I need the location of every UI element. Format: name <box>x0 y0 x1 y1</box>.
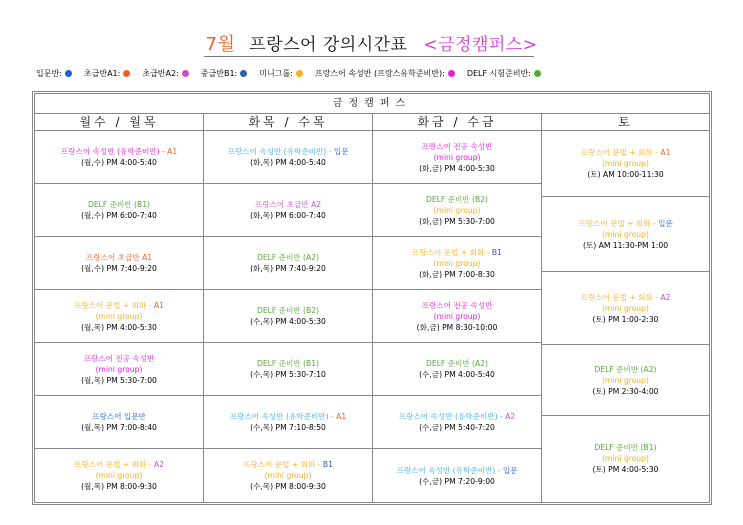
class-time: (월,목) PM 4:00-5:30 <box>81 322 157 332</box>
class-title <box>257 305 319 316</box>
legend-item <box>142 68 188 79</box>
legend-label: 중급반B1: <box>200 69 238 78</box>
class-level: B1 <box>322 460 333 469</box>
class-time: (화,목) PM 7:40-9:20 <box>250 264 326 273</box>
class-name: DELF 준비반 (A2) <box>425 359 489 368</box>
class-cell <box>542 131 709 197</box>
title-month: 7월 <box>205 34 236 55</box>
class-name: DELF 준비반 (B2) <box>425 194 489 204</box>
class-title <box>399 411 515 422</box>
class-group-type: (mini group) <box>602 303 649 313</box>
class-title <box>92 411 146 422</box>
class-name: 프랑스어 문법 + 회화 - <box>74 460 154 469</box>
class-cell <box>204 237 372 290</box>
class-title <box>243 459 333 470</box>
class-cell <box>373 184 541 237</box>
legend-label: 미니그룹: <box>259 69 293 78</box>
class-level: B1 <box>491 247 502 257</box>
class-cell <box>204 449 372 502</box>
class-name: 프랑스어 속성반 (유학준비반) - <box>227 147 334 156</box>
class-group-type: (mini group) <box>433 258 481 268</box>
class-time: (월,목) PM 7:00-8:40 <box>81 423 157 432</box>
schedule-table <box>32 91 712 505</box>
class-name: 프랑스어 초급반 A1 <box>85 253 153 262</box>
legend-dot-icon <box>123 70 130 77</box>
class-group-type: (mini group) <box>95 364 143 374</box>
schedule-column <box>204 131 373 502</box>
legend-dot-icon <box>182 70 189 77</box>
schedule-column <box>373 131 542 502</box>
class-cell <box>35 184 203 237</box>
class-title <box>74 300 164 311</box>
class-time: (화,목) PM 4:00-5:40 <box>250 158 326 167</box>
class-time: (수,금) PM 4:00-5:40 <box>419 370 495 379</box>
class-name: DELF 준비반 (B1) <box>594 442 657 452</box>
class-group-type: (mini group) <box>602 229 649 239</box>
class-name: 프랑스어 전공 속성반 <box>421 141 493 151</box>
class-cell <box>35 449 203 502</box>
class-name: 프랑스어 초급반 A2 <box>254 200 322 209</box>
class-cell <box>204 290 372 343</box>
legend-item <box>259 68 303 79</box>
class-title <box>422 141 493 152</box>
column-header: 토 <box>542 114 709 131</box>
class-name: 프랑스어 전공 속성반 <box>421 300 493 310</box>
class-level: A1 <box>167 147 178 156</box>
legend-dot-icon <box>240 70 247 77</box>
class-group-type: (mini group) <box>602 453 649 463</box>
title-campus: <금정캠퍼스> <box>423 35 538 55</box>
class-group-type: (mini group) <box>433 311 481 321</box>
class-time: (월,수) PM 6:00-7:40 <box>81 211 157 220</box>
class-cell <box>542 416 709 500</box>
class-cell <box>204 396 372 449</box>
class-title <box>412 247 502 258</box>
class-cell <box>35 343 203 396</box>
class-time: (수,금) PM 7:20-9:00 <box>419 476 495 486</box>
class-time: (월,수) PM 4:00-5:40 <box>81 158 157 167</box>
class-time: (수,목) PM 8:00-9:30 <box>250 482 326 491</box>
class-title <box>255 199 321 210</box>
class-time: (수,목) PM 7:10-8:50 <box>250 423 326 432</box>
class-cell <box>373 343 541 396</box>
class-title <box>426 194 488 205</box>
legend-dot-icon <box>534 70 541 77</box>
class-title <box>426 358 488 369</box>
class-group-type: (mini group) <box>433 152 481 162</box>
class-time: (화,금) PM 5:30-7:00 <box>419 216 495 226</box>
class-group-type: (mini group) <box>602 375 649 385</box>
class-name: 프랑스어 문법 + 회화 - <box>412 247 492 257</box>
campus-header: 금정캠퍼스 <box>35 94 709 114</box>
class-level: A2 <box>153 460 164 469</box>
class-title <box>227 146 348 157</box>
class-name: DELF 준비반 (B1) <box>256 359 320 368</box>
page-title <box>0 30 743 56</box>
class-time: (월,목) PM 5:30-7:00 <box>81 375 157 385</box>
class-name: 프랑스어 입문반 <box>92 412 146 421</box>
class-name: 프랑스어 속성반 (유학준비반) - <box>396 465 503 475</box>
class-title <box>422 300 493 311</box>
class-group-type: (mini group) <box>264 471 312 480</box>
class-cell <box>204 343 372 396</box>
class-time: (화,목) PM 6:00-7:40 <box>250 211 326 220</box>
class-title <box>74 459 164 470</box>
class-time: (화,금) PM 8:30-10:00 <box>416 322 498 332</box>
class-time: (토) PM 4:00-5:30 <box>592 464 659 474</box>
class-title <box>581 147 671 158</box>
class-name: 프랑스어 속성반 (유학준비반) - <box>398 412 506 421</box>
legend-dot-icon <box>65 70 72 77</box>
class-group-type: (mini group) <box>95 471 143 480</box>
class-level: A1 <box>336 412 347 421</box>
title-text: 프랑스어 강의시간표 <box>249 35 408 55</box>
class-name: 프랑스어 속성반 (유학준비반) - <box>60 147 168 156</box>
class-cell <box>204 131 372 184</box>
schedule-column <box>542 131 709 502</box>
class-group-type: (mini group) <box>95 311 143 321</box>
class-name: 프랑스어 전공 속성반 <box>83 353 155 363</box>
schedule-body <box>35 131 709 502</box>
class-name: 프랑스어 속성반 (유학준비반) - <box>229 412 337 421</box>
class-level: A1 <box>660 148 671 157</box>
class-title <box>578 218 673 229</box>
class-name: 프랑스어 문법 + 회화 - <box>74 300 154 310</box>
legend-item <box>36 68 72 79</box>
class-time: (화,금) PM 7:00-8:30 <box>419 269 495 279</box>
column-header: 화목 / 수목 <box>204 114 373 131</box>
class-level: 입문 <box>658 218 673 228</box>
class-level: 입문 <box>333 147 349 156</box>
class-cell <box>35 290 203 343</box>
schedule-column <box>35 131 204 502</box>
class-time: (월,목) PM 8:00-9:30 <box>81 482 157 491</box>
column-header-row <box>35 114 709 131</box>
class-name: DELF 준비반 (A2) <box>256 253 320 262</box>
legend-label: 입문반: <box>36 69 62 78</box>
class-title <box>594 364 656 375</box>
class-cell <box>35 396 203 449</box>
class-cell <box>35 237 203 290</box>
class-group-type: (mini group) <box>602 159 649 168</box>
title-underline <box>204 56 534 57</box>
legend-item <box>467 68 541 79</box>
class-cell <box>373 290 541 343</box>
legend-item <box>315 68 455 79</box>
class-time: (수,금) PM 5:40-7:20 <box>419 423 495 432</box>
legend-item <box>84 68 130 79</box>
class-name: DELF 준비반 (A2) <box>594 364 657 374</box>
class-time: (수,목) PM 5:30-7:10 <box>250 370 326 379</box>
class-name: 프랑스어 문법 + 회화 - <box>580 292 661 302</box>
class-name: 프랑스어 문법 + 회화 - <box>580 148 661 157</box>
class-time: (토) AM 10:00-11:30 <box>587 170 664 179</box>
class-time: (토) AM 11:30-PM 1:00 <box>582 240 669 250</box>
class-cell <box>373 396 541 449</box>
class-title <box>86 252 152 263</box>
class-time: (토) PM 1:00-2:30 <box>592 314 659 324</box>
class-time: (수,목) PM 4:00-5:30 <box>250 317 326 326</box>
class-name: 프랑스어 문법 + 회화 - <box>578 218 659 228</box>
class-title <box>594 442 656 453</box>
legend-dot-icon <box>448 70 455 77</box>
class-time: (월,수) PM 7:40-9:20 <box>81 264 157 273</box>
class-name: DELF 준비반 (B2) <box>256 306 320 315</box>
class-title <box>581 292 671 303</box>
class-level: 입문 <box>502 465 518 475</box>
class-title <box>84 353 155 364</box>
legend-label: 프랑스어 속성반 (프랑스유학준비반): <box>314 69 445 78</box>
class-level: A2 <box>660 292 671 302</box>
class-level: A1 <box>153 300 164 310</box>
legend-label: 초급반A2: <box>142 69 179 78</box>
class-group-type: (mini group) <box>433 205 481 215</box>
legend-dot-icon <box>296 70 303 77</box>
legend-label: DELF 시험준비반: <box>466 69 531 78</box>
class-name: 프랑스어 문법 + 회화 - <box>243 460 323 469</box>
class-cell <box>35 131 203 184</box>
class-cell <box>373 237 541 290</box>
column-header: 화금 / 수금 <box>373 114 542 131</box>
legend <box>36 68 553 79</box>
class-cell <box>542 272 709 345</box>
class-cell <box>373 131 541 184</box>
legend-item <box>201 68 247 79</box>
class-cell <box>373 449 541 502</box>
class-title <box>61 146 177 157</box>
class-title <box>396 465 517 476</box>
legend-label: 초급반A1: <box>83 69 121 78</box>
class-title <box>88 199 150 210</box>
class-time: (화,금) PM 4:00-5:30 <box>419 163 495 173</box>
class-level: A2 <box>505 412 516 421</box>
class-name: DELF 준비반 (B1) <box>87 200 151 209</box>
class-title <box>257 252 319 263</box>
class-cell <box>542 197 709 272</box>
class-cell <box>204 184 372 237</box>
class-title <box>257 358 319 369</box>
column-header: 월수 / 월목 <box>35 114 204 131</box>
class-time: (토) PM 2:30-4:00 <box>592 386 659 396</box>
class-cell <box>542 345 709 416</box>
class-title <box>230 411 346 422</box>
